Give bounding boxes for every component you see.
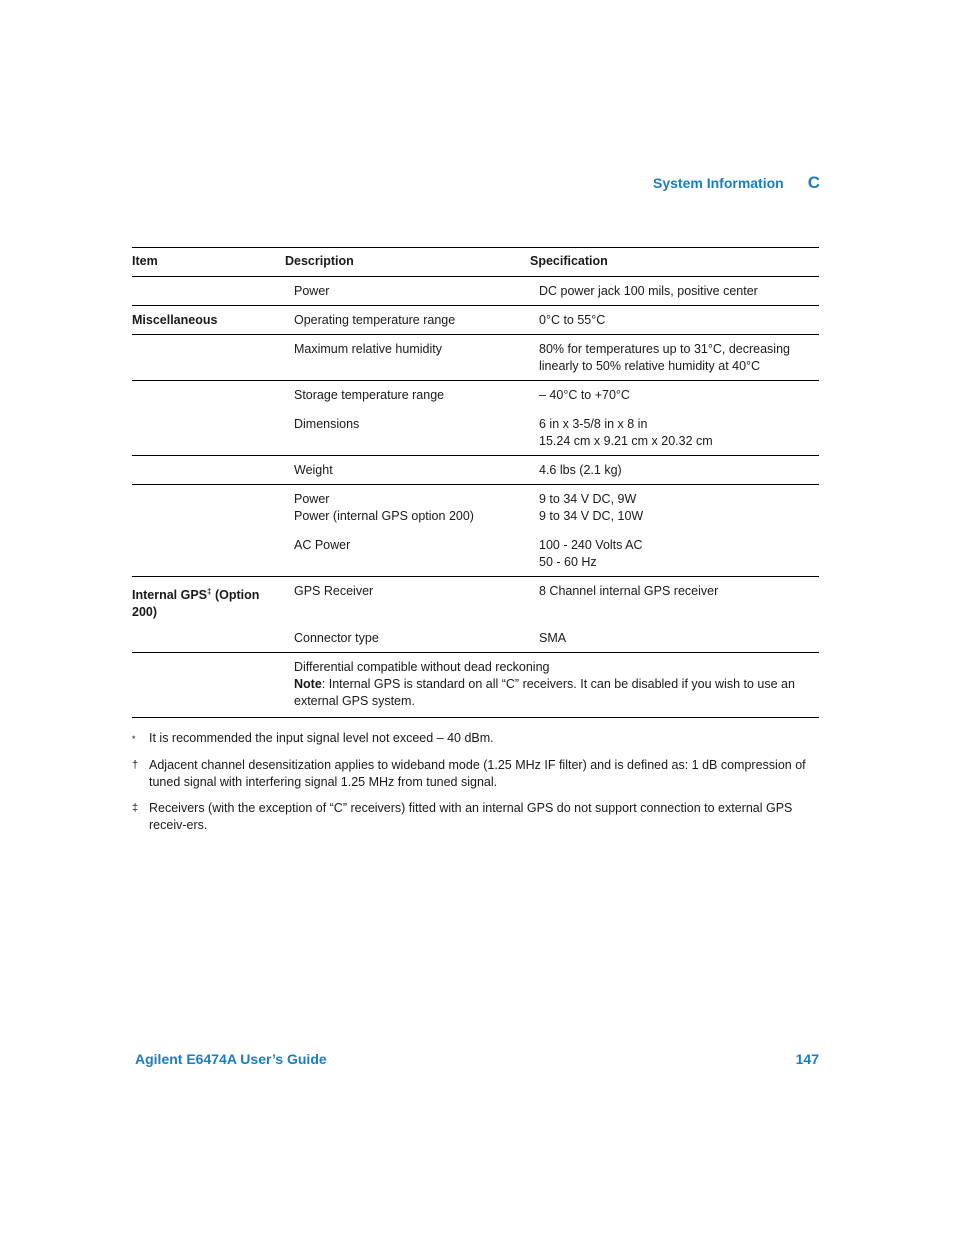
running-header (653, 173, 820, 193)
chapter-letter: C (807, 173, 820, 192)
row-description: Maximum relative humidity (285, 335, 530, 381)
row-item (132, 456, 285, 485)
footnote-text: Receivers (with the exception of “C” receivers) fitted with an internal GPS do not support connection to external GPS receiv-ers. (149, 801, 793, 832)
table-row (132, 381, 819, 456)
table-row (132, 456, 819, 485)
note-label: Note (294, 677, 322, 691)
footnote-text: It is recommended the input signal level not exceed – 40 dBm. (149, 731, 494, 745)
footnote-mark: ‡ (132, 802, 139, 814)
row-item (132, 381, 285, 456)
table-row (132, 577, 819, 653)
table-row (132, 335, 819, 381)
row-item (132, 485, 285, 577)
row-description: GPS Receiver Connector type (285, 577, 530, 653)
footnote (132, 757, 819, 791)
table-header-row (132, 248, 819, 277)
table-row (132, 485, 819, 577)
row-description: Weight (285, 456, 530, 485)
row-description: Operating temperature range (285, 306, 530, 335)
row-item (132, 277, 285, 306)
table-row (132, 277, 819, 306)
row-specification: 80% for temperatures up to 31°C, decreasing linearly to 50% relative humidity at 40°C (530, 335, 819, 381)
row-specification: DC power jack 100 mils, positive center (539, 284, 758, 298)
table-note-row (132, 653, 819, 718)
row-item-internal-gps: Internal GPS‡ (Option 200) (132, 577, 285, 653)
note-text: : Internal GPS is standard on all “C” receivers. It can be disabled if you wish to use an external GPS system. (294, 677, 795, 708)
row-specification: 9 to 34 V DC, 9W 9 to 34 V DC, 10W 100 - 240 Volts AC 50 - 60 Hz (530, 485, 819, 577)
page-number: 147 (795, 1051, 819, 1067)
running-footer (135, 1051, 819, 1067)
row-specification: 8 Channel internal GPS receiver SMA (530, 577, 819, 653)
table-row (132, 306, 819, 335)
row-item: Miscellaneous (132, 306, 285, 335)
column-header-item: Item (132, 248, 285, 277)
note-cell: Differential compatible without dead reckoning Note: Internal GPS is standard on all “C” receivers. It can be disabled if you wish to use an external GPS system. (285, 653, 819, 718)
row-description: Power Power (internal GPS option 200) AC Power (285, 485, 530, 577)
row-item (132, 335, 285, 381)
row-description: Storage temperature range Dimensions (285, 381, 530, 456)
row-description: Power (294, 284, 330, 298)
footnote-mark: † (132, 759, 139, 771)
footnotes (132, 730, 819, 843)
row-specification: 4.6 lbs (2.1 kg) (530, 456, 819, 485)
footnote (132, 730, 819, 748)
column-header-specification: Specification (530, 248, 819, 277)
footnote-text: Adjacent channel desensitization applies to wideband mode (1.25 MHz IF filter) and is defined as: 1 dB compression of tuned signal with interfering signal 1.25 MHz from tuned signal. (149, 758, 806, 789)
section-title: System Information (653, 175, 784, 191)
footnote (132, 800, 819, 834)
row-specification: 0°C to 55°C (530, 306, 819, 335)
specification-table (132, 247, 819, 718)
footnote-mark: * (132, 734, 136, 744)
column-header-description: Description (285, 248, 530, 277)
guide-title: Agilent E6474A User’s Guide (135, 1051, 327, 1067)
row-specification: – 40°C to +70°C 6 in x 3-5/8 in x 8 in 15.24 cm x 9.21 cm x 20.32 cm (530, 381, 819, 456)
